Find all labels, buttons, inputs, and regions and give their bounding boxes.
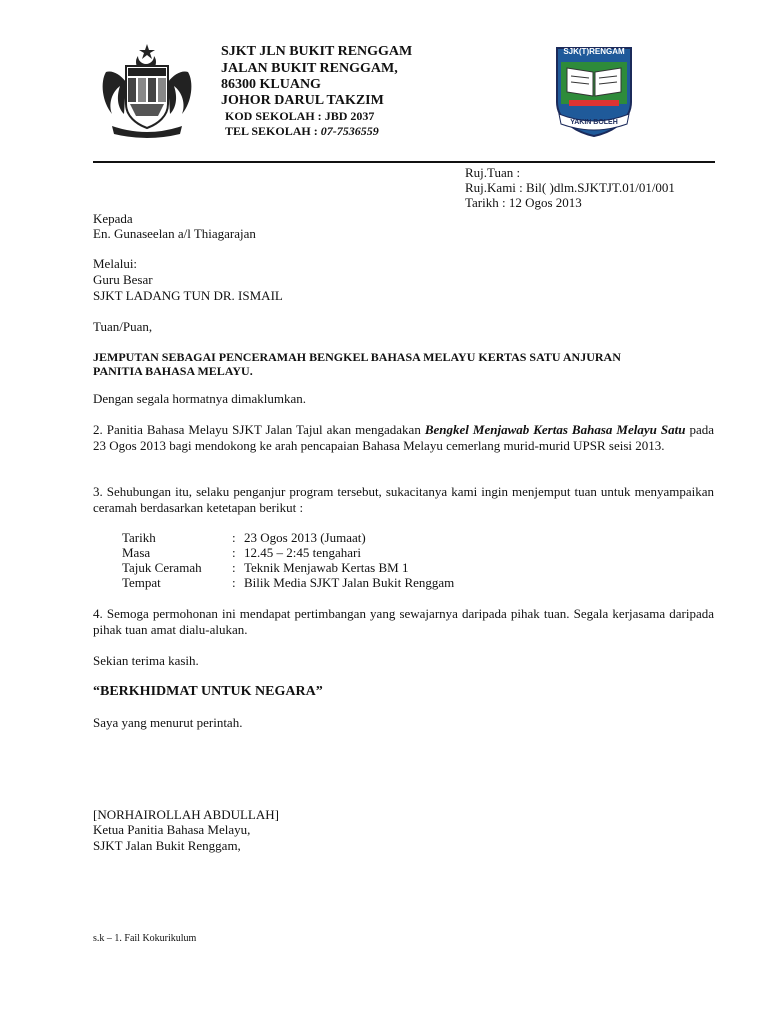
detail-label-tempat: Tempat (122, 575, 161, 590)
subject-line2: PANITIA BAHASA MELAYU. (93, 364, 253, 378)
paragraph-3: 3. Sehubungan itu, selaku penganjur program tersebut, sukacitanya kami ingin menjemput tuan untuk menyampaikan ceramah berdasarkan ketetapan berikut : (93, 484, 714, 515)
paragraph-2 (93, 422, 714, 454)
recipient-kepada: Kepada (93, 211, 133, 226)
reference-ruj-tuan: Ruj.Tuan : (465, 165, 521, 180)
closing-line: Sekian terima kasih. (93, 653, 199, 668)
reference-tarikh: Tarikh : 12 Ogos 2013 (465, 195, 582, 210)
detail-colon: : (232, 560, 236, 575)
paragraph-4: 4. Semoga permohonan ini mendapat pertimbangan yang sewajarnya daripada pihak tuan. Segala kerjasama daripada pihak tuan amat dialu-alukan. (93, 606, 714, 637)
recipient-melalui: Melalui: (93, 256, 138, 271)
school-code: JBD 2037 (324, 109, 375, 123)
school-code-label: KOD SEKOLAH : (225, 109, 325, 123)
school-logo-top-text: SJK(T)RENGAM (563, 47, 625, 56)
detail-label-tajuk: Tajuk Ceramah (122, 560, 202, 575)
paragraph-2-part2: pada 23 Ogos 2013 bagi mendokong ke arah pencapaian Bahasa Melayu cemerlang murid-murid UPSR seisi 2013. (93, 422, 714, 453)
detail-label-tarikh: Tarikh (122, 530, 156, 545)
school-address-line1: JALAN BUKIT RENGGAM, (221, 61, 398, 76)
school-logo-icon (553, 44, 635, 138)
school-name: SJKT JLN BUKIT RENGGAM (221, 44, 413, 59)
opening-line: Dengan segala hormatnya dimaklumkan. (93, 391, 306, 406)
subject-line1: JEMPUTAN SEBAGAI PENCERAMAH BENGKEL BAHASA MELAYU KERTAS SATU ANJURAN (93, 350, 621, 364)
carbon-copy: s.k – 1. Fail Kokurikulum (93, 933, 197, 944)
school-code-line (225, 108, 374, 124)
detail-value-tempat: Bilik Media SJKT Jalan Bukit Renggam (244, 575, 455, 590)
signatory-position: Ketua Panitia Bahasa Melayu, (93, 822, 251, 837)
motto: “BERKHIDMAT UNTUK NEGARA” (93, 684, 323, 699)
detail-value-tajuk: Teknik Menjawab Kertas BM 1 (244, 560, 409, 575)
signatory-school: SJKT Jalan Bukit Renggam, (93, 838, 241, 853)
detail-value-tarikh: 23 Ogos 2013 (Jumaat) (244, 530, 366, 545)
paragraph-2-part1: 2. Panitia Bahasa Melayu SJKT Jalan Tajul akan mengadakan (93, 422, 425, 437)
school-address-line2: 86300 KLUANG (221, 77, 321, 92)
recipient-name: En. Gunaseelan a/l Thiagarajan (93, 226, 256, 241)
reference-ruj-kami: Ruj.Kami : Bil( )dlm.SJKTJT.01/01/001 (465, 180, 675, 195)
detail-value-masa: 12.45 – 2:45 tengahari (244, 545, 361, 560)
detail-label-masa: Masa (122, 545, 151, 560)
salutation: Tuan/Puan, (93, 319, 153, 334)
paragraph-2-emphasis: Bengkel Menjawab Kertas Bahasa Melayu Satu (424, 422, 686, 437)
signatory-name: [NORHAIROLLAH ABDULLAH] (93, 807, 279, 822)
malaysia-coat-of-arms-icon (98, 42, 196, 142)
school-tel-line (225, 123, 379, 139)
detail-colon: : (232, 575, 236, 590)
detail-colon: : (232, 530, 236, 545)
obedient-line: Saya yang menurut perintah. (93, 715, 243, 730)
school-address-line3: JOHOR DARUL TAKZIM (221, 93, 384, 108)
recipient-title: Guru Besar (93, 272, 153, 287)
school-logo-banner: YAKIN BOLEH (570, 119, 618, 126)
header-divider (93, 161, 715, 163)
school-tel-label: TEL SEKOLAH : (225, 124, 321, 138)
detail-colon: : (232, 545, 236, 560)
school-tel: 07-7536559 (320, 124, 379, 138)
recipient-school: SJKT LADANG TUN DR. ISMAIL (93, 288, 283, 303)
